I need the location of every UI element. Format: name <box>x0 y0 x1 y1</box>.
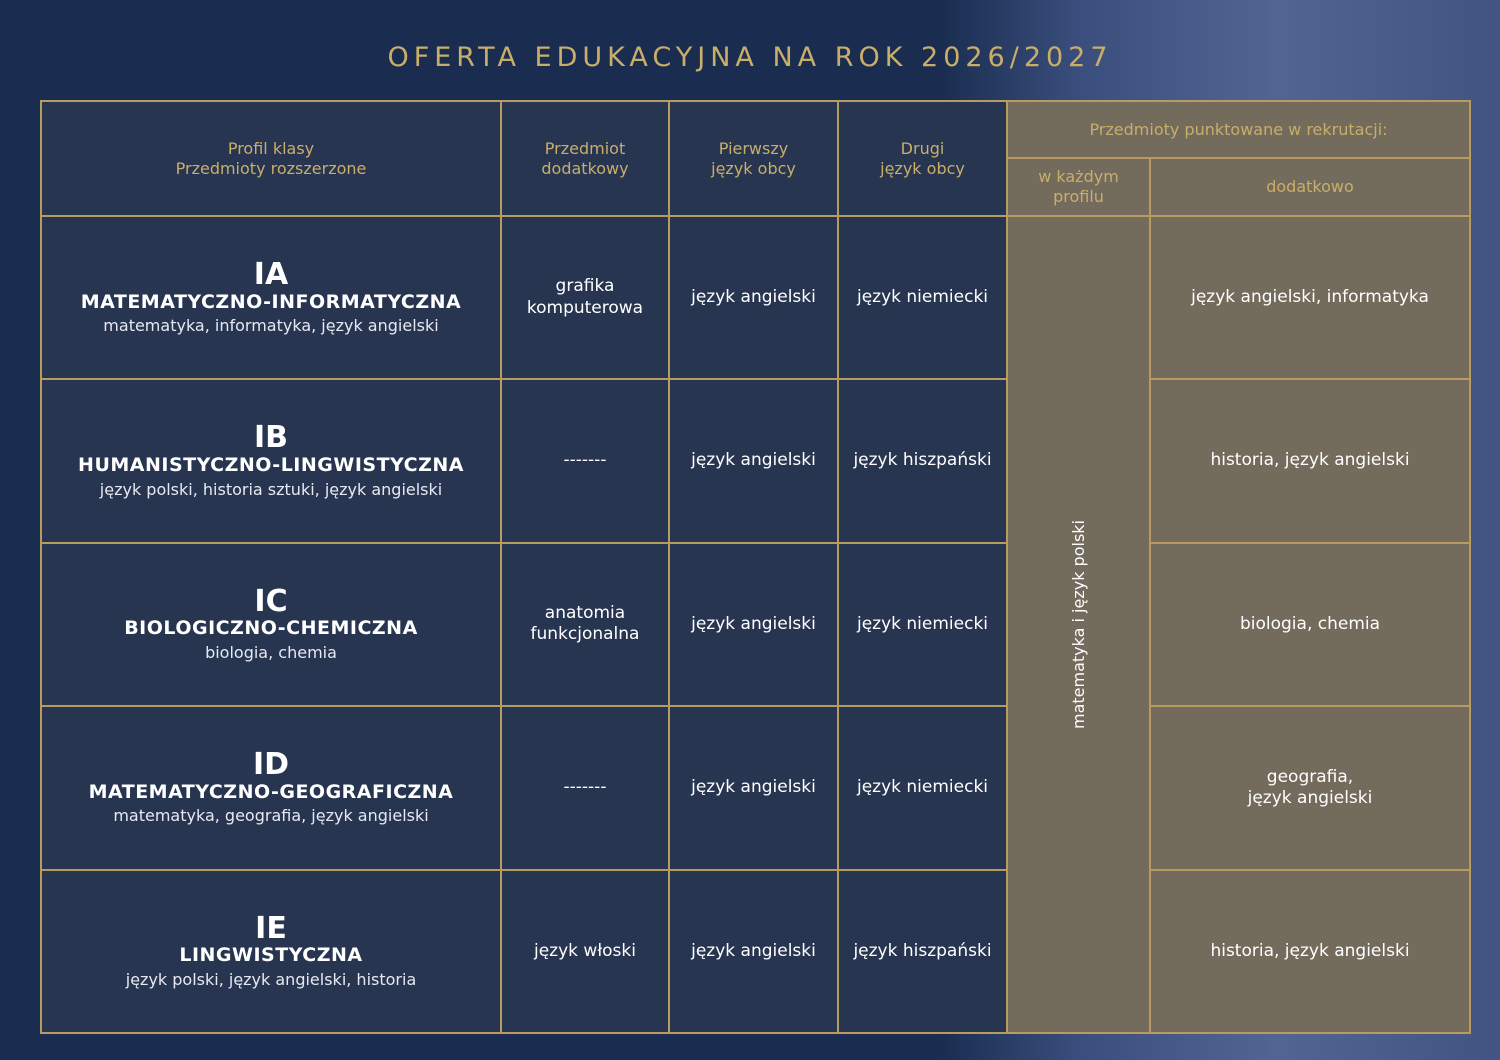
table-row-profile <box>42 380 500 541</box>
additional-subject-cell: grafika komputerowa <box>502 217 668 378</box>
additional-subject-cell: anatomia funkcjonalna <box>502 544 668 705</box>
table-row-profile <box>42 217 500 378</box>
profile-name: BIOLOGICZNO-CHEMICZNA <box>124 617 418 640</box>
profile-subjects: matematyka, informatyka, język angielski <box>103 316 439 336</box>
first-language-cell: język angielski <box>670 217 837 378</box>
page-title: OFERTA EDUKACYJNA NA ROK 2026/2027 <box>387 42 1113 73</box>
table-row-profile <box>42 544 500 705</box>
scored-additional-cell: biologia, chemia <box>1151 544 1469 705</box>
profile-code: ID <box>252 747 290 783</box>
first-language-cell: język angielski <box>670 871 837 1032</box>
scored-additional-cell: geografia, język angielski <box>1151 707 1469 868</box>
scored-additional-cell: język angielski, informatyka <box>1151 217 1469 378</box>
additional-subject-cell: język włoski <box>502 871 668 1032</box>
header-scored-subjects: Przedmioty punktowane w rekrutacji: <box>1008 102 1469 157</box>
header-second-language: Drugi język obcy <box>839 102 1006 215</box>
first-language-cell: język angielski <box>670 544 837 705</box>
profile-subjects: biologia, chemia <box>205 643 337 663</box>
profile-subjects: matematyka, geografia, język angielski <box>113 806 429 826</box>
profile-name: MATEMATYCZNO-GEOGRAFICZNA <box>88 780 454 803</box>
common-scored-cell <box>1008 217 1149 1032</box>
profile-name: MATEMATYCZNO-INFORMATYCZNA <box>80 290 462 313</box>
header-profile: Profil klasy Przedmioty rozszerzone <box>42 102 500 215</box>
profile-code: IA <box>253 257 289 293</box>
header-in-every-profile: w każdym profilu <box>1008 159 1149 215</box>
second-language-cell: język hiszpański <box>839 871 1006 1032</box>
first-language-cell: język angielski <box>670 707 837 868</box>
table-row-profile <box>42 707 500 868</box>
table-row-profile <box>42 871 500 1032</box>
scored-additional-cell: historia, język angielski <box>1151 380 1469 541</box>
second-language-cell: język niemiecki <box>839 707 1006 868</box>
common-scored-text: matematyka i język polski <box>1068 519 1088 729</box>
profile-subjects: język polski, język angielski, historia <box>125 969 417 989</box>
additional-subject-cell: ------- <box>502 380 668 541</box>
second-language-cell: język hiszpański <box>839 380 1006 541</box>
profile-code: IB <box>253 420 289 456</box>
scored-additional-cell: historia, język angielski <box>1151 871 1469 1032</box>
profile-name: LINGWISTYCZNA <box>179 944 363 967</box>
first-language-cell: język angielski <box>670 380 837 541</box>
header-additionally: dodatkowo <box>1151 159 1469 215</box>
additional-subject-cell: ------- <box>502 707 668 868</box>
profile-subjects: język polski, historia sztuki, język angielski <box>99 479 443 499</box>
profile-code: IE <box>255 910 287 946</box>
header-first-language: Pierwszy język obcy <box>670 102 837 215</box>
profile-code: IC <box>254 583 288 619</box>
second-language-cell: język niemiecki <box>839 544 1006 705</box>
second-language-cell: język niemiecki <box>839 217 1006 378</box>
header-additional-subject: Przedmiot dodatkowy <box>502 102 668 215</box>
profile-name: HUMANISTYCZNO-LINGWISTYCZNA <box>78 453 464 476</box>
education-offer-table <box>40 100 1471 1034</box>
